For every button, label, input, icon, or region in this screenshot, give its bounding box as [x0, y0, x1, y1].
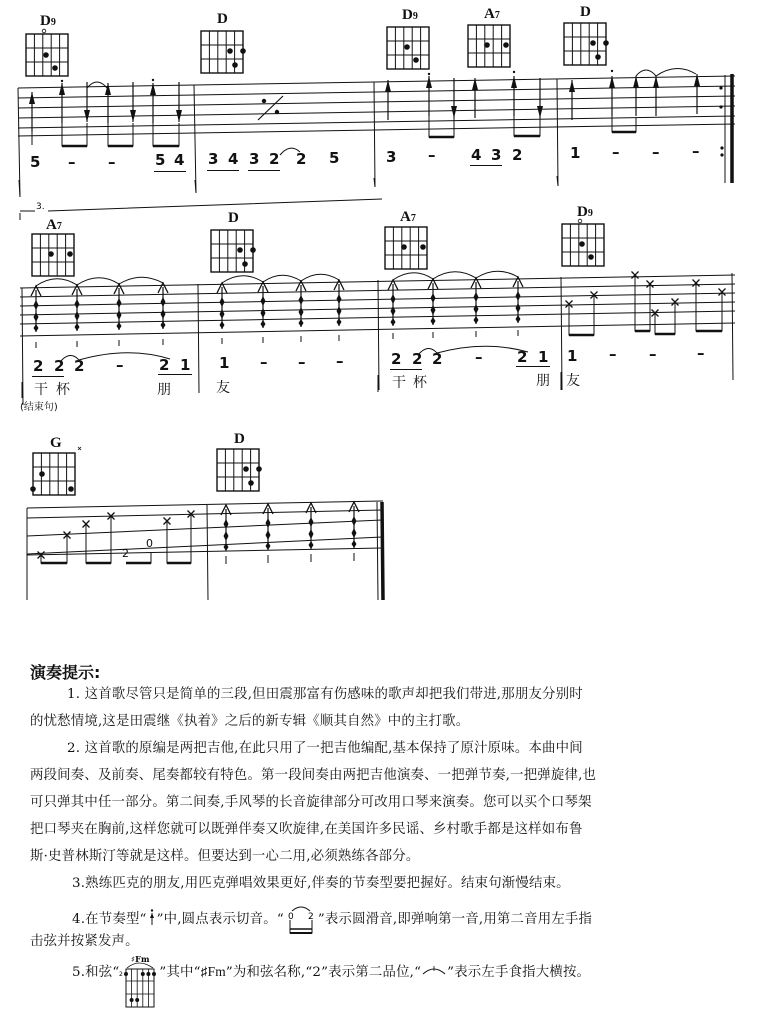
- tips-paragraph: 击弦并按紧发声。: [30, 934, 139, 949]
- fsharp-minor-chord-diagram: [119, 954, 159, 980]
- system-3: [27, 447, 383, 600]
- chord-diagram-a7: [385, 227, 427, 269]
- jianpu-dash: –: [428, 146, 436, 164]
- tab-staff-3: [27, 501, 383, 600]
- chord-diagram-d: [201, 31, 246, 73]
- tips-paragraph: 斯·史普林斯汀等就是这样。但要达到一心二用,必须熟练各部分。: [30, 849, 420, 864]
- chord-diagram-d: [217, 449, 262, 491]
- repeat-slash: [258, 96, 283, 120]
- tips-heading: 演奏提示:: [30, 663, 101, 682]
- chord-label: D9: [40, 13, 56, 29]
- jianpu-dash: –: [692, 142, 700, 160]
- jianpu-note: 2: [391, 350, 402, 368]
- jianpu-note: 2: [432, 350, 443, 368]
- staccato-arrow-icon: [147, 907, 157, 926]
- jianpu-note: 2: [269, 150, 280, 168]
- tab-staff-1: [18, 74, 735, 197]
- jianpu-note: 2: [412, 350, 423, 368]
- lyric-char: 杯: [413, 375, 427, 391]
- jianpu-note: 5: [329, 149, 340, 167]
- jianpu-note: 1: [570, 144, 581, 162]
- tips-paragraph: 1. 这首歌尽管只是简单的三段,但田震那富有伤感味的歌声却把我们带进,那朋友分别时: [67, 687, 583, 702]
- chord-label: A7: [484, 6, 500, 22]
- jianpu-dash: –: [612, 143, 620, 161]
- chord-diagram-a7: [32, 234, 74, 276]
- slide-symbol-icon: [284, 907, 318, 923]
- lyric-char: 友: [216, 380, 230, 396]
- chord-label: D: [217, 11, 228, 27]
- lyric-char: 干: [34, 382, 48, 398]
- jianpu-note: 2: [517, 348, 528, 366]
- jianpu-dash: –: [298, 353, 306, 371]
- lyric-char: 杯: [56, 382, 70, 398]
- tab-fret-number: 0: [146, 537, 153, 550]
- chord-label: D: [234, 431, 245, 447]
- tips-paragraph: 的忧愁情境,这是田震继《执着》之后的新专辑《顺其自然》中的主打歌。: [30, 714, 470, 729]
- jianpu-note: 1: [567, 347, 578, 365]
- chord-label: D: [228, 210, 239, 226]
- svg-text:0: 0: [287, 912, 294, 922]
- picking-pattern-g: [38, 511, 195, 564]
- jianpu-note: 3: [208, 150, 219, 168]
- jianpu-dash: –: [68, 153, 76, 171]
- jianpu-dash: –: [475, 348, 483, 366]
- tips-paragraph-4: 4.在节奏型“ ”中,圆点表示切音。“ 0 2 ”表示圆滑音,即弹响第一音,用第二音用左手指: [72, 907, 592, 926]
- lyric-char: 友: [566, 373, 580, 389]
- jianpu-note: 1: [219, 354, 230, 372]
- tips-paragraph: 2. 这首歌的原编是两把吉他,在此只用了一把吉他编配,基本保持了原汁原味。本曲中间: [67, 741, 583, 756]
- lyric-char: 朋: [157, 382, 171, 398]
- chord-diagram-g: [30, 447, 81, 495]
- ending-phrase-note: (结束句): [20, 402, 58, 413]
- chord-label: D9: [577, 204, 593, 220]
- lyric-char: 朋: [536, 373, 550, 389]
- chord-label: D9: [402, 7, 418, 23]
- jianpu-note: 3: [386, 148, 397, 166]
- jianpu-note: 2: [74, 357, 85, 375]
- jianpu-dash: –: [609, 345, 617, 363]
- system-2: [20, 199, 735, 405]
- jianpu-note: 3: [491, 146, 502, 164]
- jianpu-dash: –: [260, 353, 268, 371]
- jianpu-note: 2: [33, 357, 44, 375]
- jianpu-note: 2: [296, 150, 307, 168]
- jianpu-note: 2: [512, 146, 523, 164]
- jianpu-note: 4: [471, 146, 482, 164]
- jianpu-dash: –: [116, 356, 124, 374]
- barre-symbol-icon: [421, 964, 447, 976]
- tips-paragraph: 两段间奏、及前奏、尾奏都较有特色。第一段间奏由两把吉他演奏、一把弹节奏,一把弹旋律,也: [30, 768, 597, 783]
- tips-paragraph-5: 5.和弦“ ♯Fm 2 ”其中“♯Fm”为和弦名称,“2”表示第二品位,“ ”表示左手食指大横按。: [72, 964, 590, 980]
- svg-text:2: 2: [307, 912, 314, 922]
- chord-label: A7: [46, 217, 62, 233]
- jianpu-note: 5: [155, 151, 166, 169]
- svg-text:♯Fm: ♯Fm: [131, 954, 151, 964]
- system-1: [18, 23, 735, 197]
- tab-fret-number: 2: [122, 547, 129, 560]
- chord-diagram-d: [211, 230, 256, 272]
- tips-paragraph: 把口琴夹在胸前,这样您就可以既弹伴奏又吹旋律,在美国许多民谣、乡村歌手都是这样如布鲁: [30, 822, 583, 837]
- chord-diagram-d: [564, 23, 609, 65]
- jianpu-note: 4: [228, 150, 239, 168]
- ending-label: 3.: [36, 202, 45, 212]
- jianpu-dash: –: [649, 345, 657, 363]
- tips-paragraph: 可只弹其中任一部分。第二间奏,手风琴的长音旋律部分可改用口琴来演奏。您可以买个口琴架: [30, 795, 592, 810]
- jianpu-note: 1: [180, 356, 191, 374]
- jianpu-note: 2: [54, 357, 65, 375]
- jianpu-note: 2: [159, 356, 170, 374]
- jianpu-note: 4: [174, 151, 185, 169]
- jianpu-note: 1: [538, 348, 549, 366]
- chord-diagram-d9: [387, 27, 429, 69]
- jianpu-dash: –: [336, 352, 344, 370]
- svg-text:2: 2: [119, 971, 124, 978]
- jianpu-note: 3: [249, 150, 260, 168]
- chord-diagram-d9: [562, 219, 604, 266]
- jianpu-dash: –: [652, 143, 660, 161]
- jianpu-dash: –: [697, 344, 705, 362]
- tips-paragraph: 3.熟练匹克的朋友,用匹克弹唱效果更好,伴奏的节奏型要把握好。结束句渐慢结束。: [72, 876, 570, 891]
- jianpu-dash: –: [108, 153, 116, 171]
- chord-label: A7: [400, 209, 416, 225]
- jianpu-note: 5: [30, 153, 41, 171]
- chord-diagram-a7: [468, 25, 510, 67]
- chord-label: G: [50, 435, 62, 451]
- chord-diagram-d9: [26, 29, 68, 76]
- chord-label: D: [580, 4, 591, 20]
- lyric-char: 干: [392, 375, 406, 391]
